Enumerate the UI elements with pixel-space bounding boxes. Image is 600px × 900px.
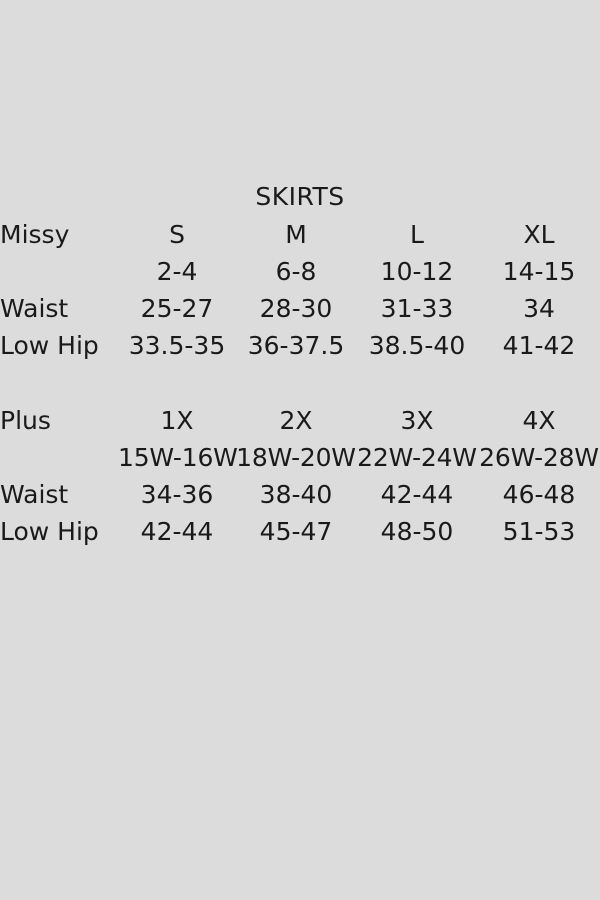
plus-numeric-size-3x: 22W-24W (357, 443, 477, 472)
missy-waist-xl: 34 (523, 294, 555, 323)
plus-waist-4x: 46-48 (502, 480, 576, 509)
chart-title: SKIRTS (255, 182, 345, 211)
plus-numeric-size-1x: 15W-16W (118, 443, 238, 472)
plus-size-header-1x: 1X (160, 406, 194, 435)
missy-low-hip-label: Low Hip (0, 331, 99, 360)
plus-low-hip-3x: 48-50 (380, 517, 454, 546)
plus-size-header-2x: 2X (279, 406, 313, 435)
missy-waist-label: Waist (0, 294, 69, 323)
size-chart (0, 178, 600, 550)
plus-numeric-row-label (0, 439, 118, 476)
missy-size-header-xl: XL (523, 220, 555, 249)
plus-low-hip-1x: 42-44 (140, 517, 214, 546)
missy-size-header-l: L (410, 220, 424, 249)
missy-waist-s: 25-27 (140, 294, 214, 323)
plus-low-hip-label: Low Hip (0, 517, 99, 546)
plus-low-hip-4x: 51-53 (502, 517, 576, 546)
missy-waist-row (0, 290, 600, 327)
section-spacer (0, 364, 600, 402)
plus-waist-2x: 38-40 (259, 480, 333, 509)
missy-header-row (0, 216, 600, 253)
section-spacer-cell (0, 364, 600, 402)
missy-numeric-size-row (0, 253, 600, 290)
missy-low-hip-row (0, 327, 600, 364)
missy-low-hip-xl: 41-42 (502, 331, 576, 360)
plus-waist-label: Waist (0, 480, 69, 509)
missy-numeric-row-label (0, 253, 118, 290)
plus-waist-3x: 42-44 (380, 480, 454, 509)
plus-group-label: Plus (0, 406, 51, 435)
missy-low-hip-l: 38.5-40 (368, 331, 466, 360)
plus-waist-1x: 34-36 (140, 480, 214, 509)
missy-waist-m: 28-30 (259, 294, 333, 323)
plus-waist-row (0, 476, 600, 513)
plus-size-header-3x: 3X (400, 406, 434, 435)
missy-numeric-size-s: 2-4 (156, 257, 198, 286)
plus-header-row (0, 402, 600, 439)
missy-size-header-m: M (285, 220, 307, 249)
missy-waist-l: 31-33 (380, 294, 454, 323)
plus-size-table (0, 402, 600, 550)
missy-numeric-size-m: 6-8 (275, 257, 317, 286)
plus-low-hip-2x: 45-47 (259, 517, 333, 546)
missy-low-hip-m: 36-37.5 (247, 331, 345, 360)
missy-numeric-size-l: 10-12 (380, 257, 454, 286)
missy-group-label: Missy (0, 220, 70, 249)
missy-low-hip-s: 33.5-35 (128, 331, 226, 360)
missy-size-header-s: S (169, 220, 185, 249)
plus-numeric-size-row (0, 439, 600, 476)
plus-numeric-size-4x: 26W-28W (479, 443, 599, 472)
plus-low-hip-row (0, 513, 600, 550)
plus-numeric-size-2x: 18W-20W (236, 443, 356, 472)
missy-size-table (0, 216, 600, 402)
plus-size-header-4x: 4X (522, 406, 556, 435)
missy-numeric-size-xl: 14-15 (502, 257, 576, 286)
